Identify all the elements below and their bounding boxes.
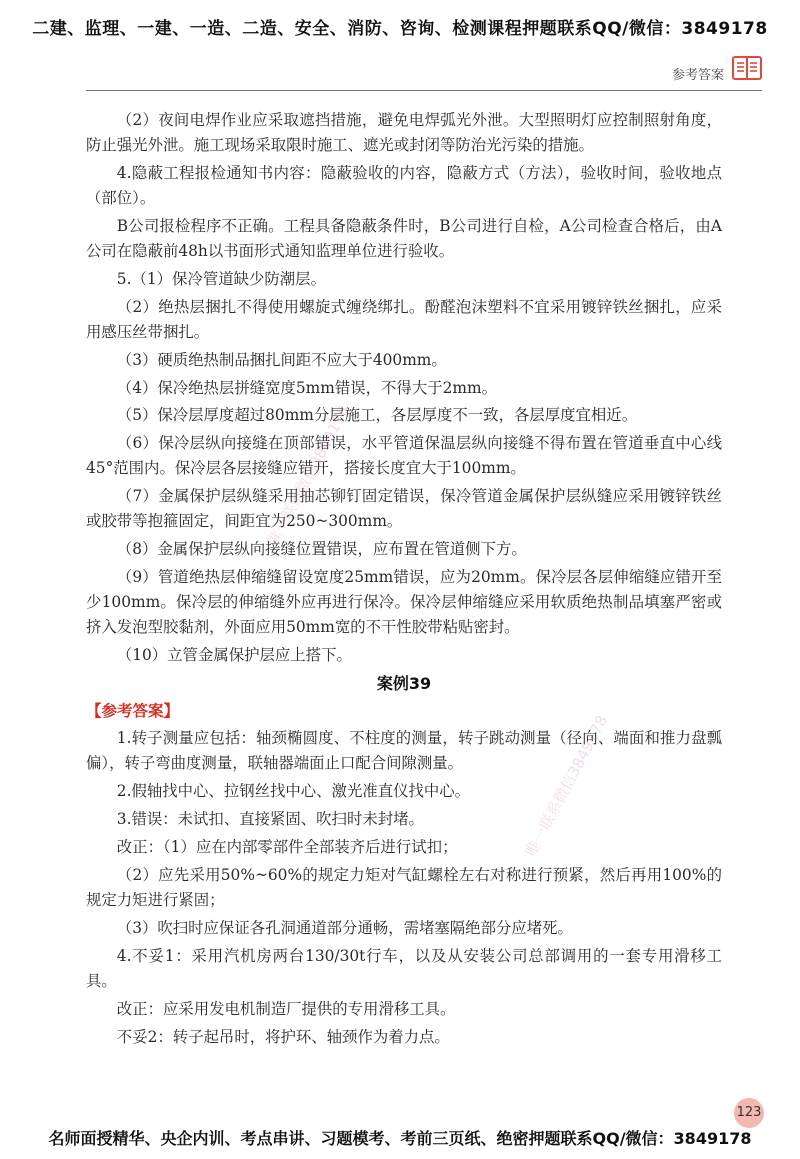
paragraph: 4.隐蔽工程报检通知书内容：隐蔽验收的内容，隐蔽方式（方法），验收时间，验收地点（部位）。 xyxy=(86,163,722,207)
paragraph: （7）金属保护层纵缝采用抽芯铆钉固定错误，保冷管道金属保护层纵缝应采用镀锌铁丝或胶带等抱箍固定，间距宜为250~300mm。 xyxy=(86,487,722,531)
paragraph: （9）管道绝热层伸缩缝留设宽度25mm错误，应为20mm。保冷层各层伸缩缝应错开至少100mm。保冷层的伸缩缝外应再进行保冷。保冷层伸缩缝应采用软质绝热制品填塞严密或挤入发泡型胶黏剂，外面应用50mm宽的不干性胶带粘贴密封。 xyxy=(86,568,722,637)
paragraph: （4）保冷绝热层拼缝宽度5mm错误，不得大于2mm。 xyxy=(116,378,497,397)
paragraph: （3）吹扫时应保证各孔洞通道部分通畅，需堵塞隔绝部分应堵死。 xyxy=(116,918,573,937)
paragraph: 4.不妥1：采用汽机房两台130/30t行车，以及从安装公司总部调用的一套专用滑移工具。 xyxy=(86,946,722,990)
page-content xyxy=(86,108,722,1052)
top-banner: 二建、监理、一建、一造、二造、安全、消防、咨询、检测课程押题联系QQ/微信：3849178 xyxy=(32,19,768,39)
paragraph: （3）硬质绝热制品捆扎间距不应大于400mm。 xyxy=(116,350,447,369)
paragraph: （6）保冷层纵向接缝在顶部错误，水平管道保温层纵向接缝不得布置在管道垂直中心线45°范围内。保冷层各层接缝应错开，搭接长度宜大于100mm。 xyxy=(86,434,722,478)
paragraph: （8）金属保护层纵向接缝位置错误，应布置在管道侧下方。 xyxy=(116,540,527,559)
paragraph: 改正：（1）应在内部零部件全部装齐后进行试扣； xyxy=(116,837,458,856)
paragraph: 5.（1）保冷管道缺少防潮层。 xyxy=(116,269,326,288)
paragraph: （2）应先采用50%~60%的规定力矩对气缸螺栓左右对称进行预紧，然后再用100%的规定力矩进行紧固； xyxy=(86,865,722,909)
paragraph: （2）绝热层捆扎不得使用螺旋式缠绕绑扎。酚醛泡沫塑料不宜采用镀锌铁丝捆扎，应采用感压丝带捆扎。 xyxy=(86,297,722,341)
paragraph: （10）立管金属保护层应上搭下。 xyxy=(116,646,352,665)
page-number: 123 xyxy=(734,1098,764,1128)
paragraph: 1.转子测量应包括：轴颈椭圆度、不柱度的测量，转子跳动测量（径向、端面和推力盘瓢偏），转子弯曲度测量，联轴器端面止口配合间隙测量。 xyxy=(86,729,722,772)
paragraph: 2.假轴找中心、拉钢丝找中心、激光准直仪找中心。 xyxy=(116,781,471,800)
paragraph: （2）夜间电焊作业应采取遮挡措施，避免电焊弧光外泄。大型照明灯应控制照射角度，防止强光外泄。施工现场采取限时施工、遮光或封闭等防治光污染的措施。 xyxy=(86,111,722,154)
section-label: 参考答案 xyxy=(671,68,724,83)
watermark: 唯一联系微信3849178 xyxy=(263,402,354,550)
paragraph: B公司报检程序不正确。工程具备隐蔽条件时，B公司进行自检，A公司检查合格后，由A公司在隐蔽前48h以书面形式通知监理单位进行验收。 xyxy=(86,216,722,260)
watermark: 唯一联系微信3849178 xyxy=(521,712,612,860)
paragraph: 3.错误：未试扣、直接紧固、吹扫时未封堵。 xyxy=(116,809,424,828)
paragraph: （5）保冷层厚度超过80mm分层施工，各层厚度不一致，各层厚度宜相近。 xyxy=(116,406,638,425)
bottom-banner: 名师面授精华、央企内训、考点串讲、习题模考、考前三页纸、绝密押题联系QQ/微信：3849178 xyxy=(48,1129,752,1148)
open-book-icon xyxy=(732,55,762,81)
case-title: 案例39 xyxy=(376,674,432,694)
paragraph: 不妥2：转子起吊时，将护环、轴颈作为着力点。 xyxy=(116,1027,450,1046)
answer-label: 【参考答案】 xyxy=(86,701,180,720)
header-divider xyxy=(86,90,762,91)
paragraph: 改正：应采用发电机制造厂提供的专用滑移工具。 xyxy=(116,999,456,1018)
